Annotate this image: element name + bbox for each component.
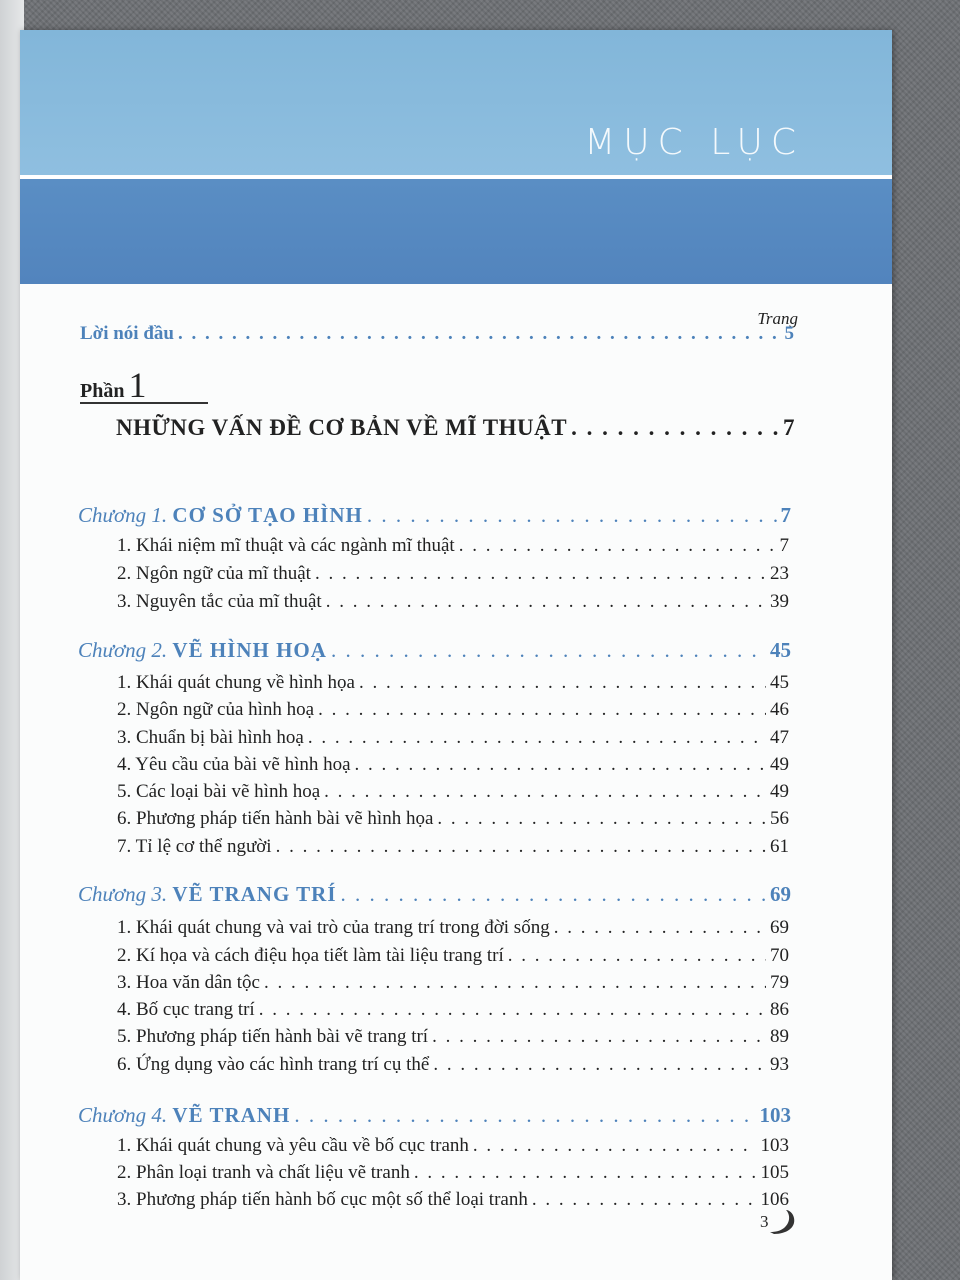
toc-chapter-row	[78, 503, 791, 531]
item-title: 1. Khái quát chung và vai trò của trang trí trong đời sống	[117, 917, 550, 938]
toc-item-row	[117, 754, 789, 778]
dot-leader	[276, 836, 766, 858]
item-page: 49	[770, 781, 789, 802]
item-page: 7	[779, 535, 789, 556]
item-title: 5. Các loại bài vẽ hình hoạ	[117, 781, 321, 802]
chapter-heading	[78, 503, 363, 528]
page-column-label: Trang	[757, 309, 798, 328]
chapter-title: VẼ TRANH	[172, 1103, 291, 1127]
chapter-title: CƠ SỞ TẠO HÌNH	[172, 503, 363, 527]
toc-item-row	[117, 972, 789, 996]
item-page: 46	[770, 699, 789, 720]
dot-leader	[331, 638, 766, 663]
dot-leader	[308, 727, 766, 749]
toc-preface-row	[80, 323, 794, 349]
preface-page: 5	[784, 323, 794, 344]
item-page: 23	[770, 563, 789, 584]
item-title: 2. Phân loại tranh và chất liệu vẽ tranh	[117, 1162, 410, 1183]
item-page: 69	[770, 917, 789, 938]
item-page: 89	[770, 1026, 789, 1047]
chapter-title: VẼ TRANG TRÍ	[172, 882, 337, 906]
item-title: 4. Bố cục trang trí	[117, 999, 255, 1020]
item-page: 106	[760, 1189, 789, 1210]
toc-item-row	[117, 591, 789, 615]
toc-item-row	[117, 672, 789, 696]
dot-leader	[315, 563, 766, 585]
toc-chapter-row	[78, 882, 791, 910]
book-page	[20, 30, 892, 1280]
dot-leader	[432, 1026, 766, 1048]
dot-leader	[473, 1135, 757, 1157]
item-title: 5. Phương pháp tiến hành bài vẽ trang trí	[117, 1026, 429, 1047]
item-page: 103	[760, 1135, 789, 1156]
dot-leader	[355, 754, 766, 776]
item-title: 3. Hoa văn dân tộc	[117, 972, 260, 993]
toc-item-row	[117, 1026, 789, 1050]
part-label	[80, 364, 208, 404]
dot-leader	[324, 781, 766, 803]
dot-leader	[414, 1162, 757, 1184]
dot-leader	[359, 672, 766, 694]
toc-item-row	[117, 945, 789, 969]
item-title: 3. Chuẩn bị bài hình hoạ	[117, 727, 304, 748]
item-title: 7. Tỉ lệ cơ thể người	[117, 836, 272, 857]
toc-item-row	[117, 781, 789, 805]
item-title: 2. Ngôn ngữ của hình hoạ	[117, 699, 315, 720]
part-page: 7	[783, 415, 795, 440]
dot-leader	[508, 945, 766, 967]
item-page: 105	[760, 1162, 789, 1183]
item-title: 2. Kí họa và cách điệu họa tiết làm tài liệu trang trí	[117, 945, 504, 966]
item-title: 1. Khái niệm mĩ thuật và các ngành mĩ thuật	[117, 535, 455, 556]
chapter-prefix: Chương 3.	[78, 882, 168, 906]
part-word: Phần	[80, 380, 125, 402]
dot-leader	[437, 808, 766, 830]
dot-leader	[341, 882, 766, 907]
toc-item-row	[117, 1054, 789, 1078]
chapter-page: 7	[780, 503, 791, 527]
toc-chapter-row	[78, 638, 791, 666]
chapter-page: 103	[759, 1103, 791, 1127]
item-page: 79	[770, 972, 789, 993]
page-number: 3	[760, 1212, 769, 1231]
item-title: 4. Yêu cầu của bài vẽ hình hoạ	[117, 754, 351, 775]
dot-leader	[294, 1103, 755, 1128]
toc-part-row	[116, 415, 795, 447]
toc-item-row	[117, 535, 789, 559]
chapter-heading	[78, 1103, 290, 1128]
dot-leader	[259, 999, 766, 1021]
item-page: 56	[770, 808, 789, 829]
part-title: NHỮNG VẤN ĐỀ CƠ BẢN VỀ MĨ THUẬT	[116, 415, 568, 440]
dot-leader	[459, 535, 776, 557]
dot-leader	[178, 323, 781, 345]
toc-item-row	[117, 727, 789, 751]
toc-item-row	[117, 1135, 789, 1159]
dot-leader	[326, 591, 766, 613]
item-title: 3. Phương pháp tiến hành bố cục một số thể loại tranh	[117, 1189, 528, 1210]
item-page: 39	[770, 591, 789, 612]
chapter-page: 45	[770, 638, 791, 662]
chapter-heading	[78, 882, 337, 907]
item-page: 61	[770, 836, 789, 857]
dot-leader	[367, 503, 777, 528]
dot-leader	[318, 699, 766, 721]
toc-item-row	[117, 917, 789, 941]
chapter-page: 69	[770, 882, 791, 906]
item-page: 86	[770, 999, 789, 1020]
toc-item-row	[117, 563, 789, 587]
dot-leader	[532, 1189, 757, 1211]
item-title: 6. Ứng dụng vào các hình trang trí cụ thể	[117, 1054, 430, 1075]
table-of-contents	[20, 30, 892, 1280]
item-title: 6. Phương pháp tiến hành bài vẽ hình họa	[117, 808, 434, 829]
chapter-prefix: Chương 2.	[78, 638, 168, 662]
chapter-prefix: Chương 4.	[78, 1103, 168, 1127]
toc-item-row	[117, 836, 789, 860]
toc-item-row	[117, 1189, 789, 1213]
preface-title: Lời nói đầu	[80, 323, 174, 344]
page-title: MỤC LỤC	[584, 122, 804, 163]
item-page: 93	[770, 1054, 789, 1075]
item-page: 49	[770, 754, 789, 775]
dot-leader	[264, 972, 766, 994]
dot-leader	[433, 1054, 766, 1076]
item-page: 70	[770, 945, 789, 966]
toc-item-row	[117, 1162, 789, 1186]
dot-leader	[554, 917, 766, 939]
dot-leader	[571, 415, 779, 441]
chapter-prefix: Chương 1.	[78, 503, 168, 527]
item-page: 45	[770, 672, 789, 693]
item-title: 1. Khái quát chung về hình họa	[117, 672, 355, 693]
page-number-badge	[756, 1208, 800, 1238]
chapter-title: VẼ HÌNH HOẠ	[172, 638, 327, 662]
item-page: 47	[770, 727, 789, 748]
toc-item-row	[117, 699, 789, 723]
toc-item-row	[117, 999, 789, 1023]
part-number: 1	[128, 365, 147, 405]
item-title: 1. Khái quát chung và yêu cầu về bố cục tranh	[117, 1135, 469, 1156]
item-title: 3. Nguyên tắc của mĩ thuật	[117, 591, 322, 612]
toc-item-row	[117, 808, 789, 832]
item-title: 2. Ngôn ngữ của mĩ thuật	[117, 563, 311, 584]
toc-chapter-row	[78, 1103, 791, 1131]
chapter-heading	[78, 638, 327, 663]
